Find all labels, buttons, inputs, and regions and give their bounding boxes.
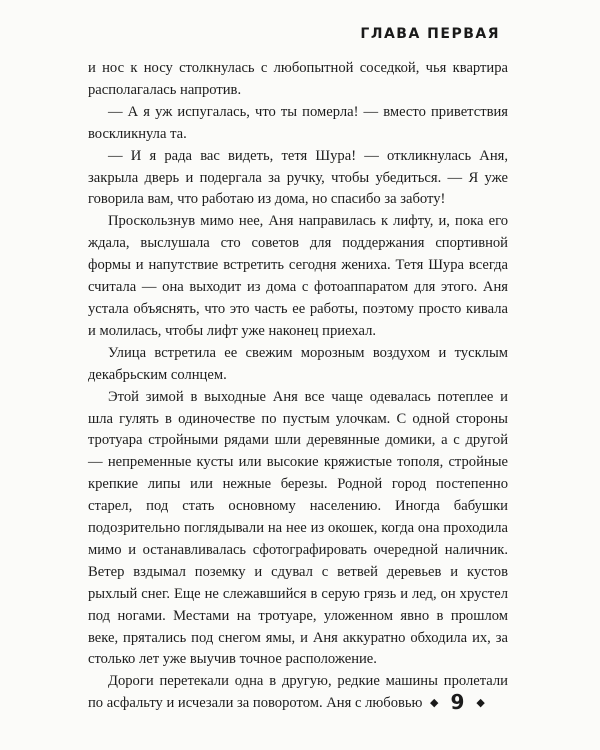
paragraph: Этой зимой в выходные Аня все чаще одевалась потеплее и шла гулять в одиночестве по пустым улочкам. С одной стороны тротуара стройными рядами шли деревянные домики, а с другой — непременные кусты или высокие кряжистые тополя, стройные крепкие липы или нежные березы. Родной город постепенно старел, под стать основному населению. Иногда бабушки подозрительно поглядывали на нее из окошек, когда она проходила мимо и останавливалась сфотографировать очередной наличник. Ветер вздымал поземку и сдувал с ветвей деревьев и кустов рыхлый снег. Еще не слежавшийся в серую грязь и лед, он хрустел под ногами. Местами на тротуаре, уложенном явно в прошлом веке, прятались под снегом ямы, и Аня аккуратно обходила их, за столько лет уже выучив точное расположение. (88, 388, 508, 668)
page-number: 9 (450, 690, 465, 714)
ornament-right-icon: ◆ (476, 695, 485, 709)
paragraph: — И я рада вас видеть, тетя Шура! — откликнулась Аня, закрыла дверь и подергала за ручку, чтобы убедиться. — Я уже говорила вам, что работаю из дома, но спасибо за заботу! (88, 147, 508, 208)
paragraph: и нос к носу столкнулась с любопытной соседкой, чья квартира располагалась напротив. (88, 60, 508, 98)
ornament-left-icon: ◆ (430, 695, 439, 709)
paragraph: Дороги перетекали одна в другую, редкие машины пролетали по асфальту и исчезали за поворотом. Аня с любовью (88, 673, 508, 712)
paragraph: — А я уж испугалась, что ты померла! — вместо приветствия воскликнула та. (88, 103, 508, 142)
paragraph: Улица встретила ее свежим морозным воздухом и тусклым декабрьским солнцем. (88, 344, 508, 383)
page-footer (430, 690, 485, 714)
body-text (88, 58, 508, 715)
paragraph: Проскользнув мимо нее, Аня направилась к лифту, и, пока его ждала, выслушала сто советов для поддержания спортивной формы и напутствие встретить сегодня жениха. Тетя Шура всегда считала — она выходит из дома с фотоаппаратом для этого. Аня устала объяснять, что это часть ее работы, поэтому просто кивала и молилась, чтобы лифт уже наконец приехал. (88, 213, 508, 339)
chapter-title: ГЛАВА ПЕРВАЯ (360, 26, 500, 42)
